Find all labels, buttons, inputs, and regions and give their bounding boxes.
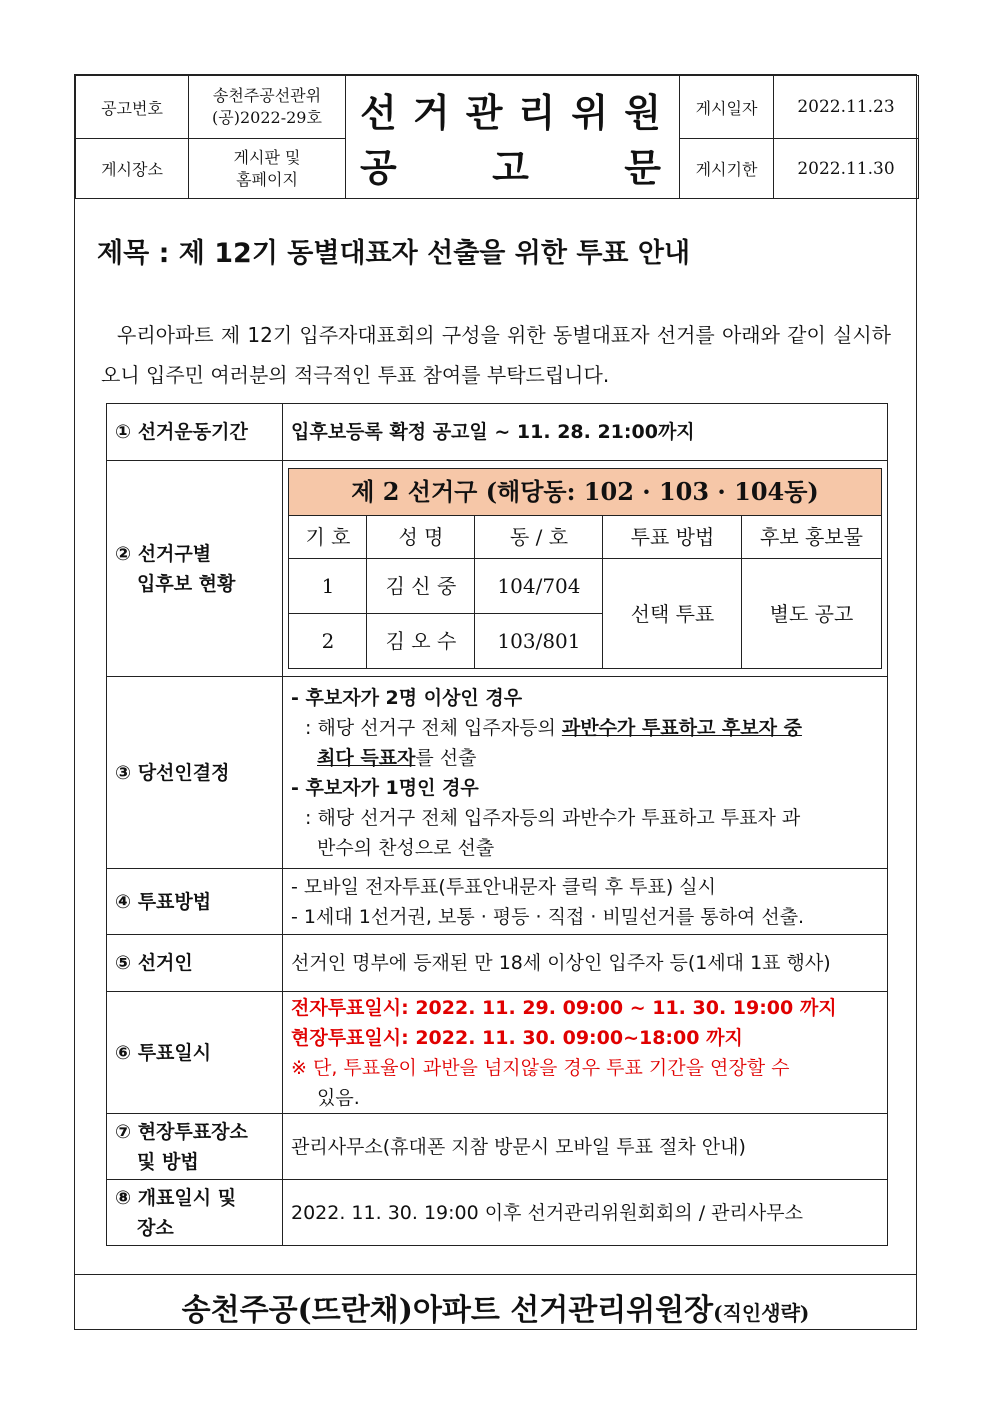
footer-signature: 송천주공(뜨란채)아파트 선거관리위원장(직인생략) <box>181 1293 810 1328</box>
post-place-value: 게시판 및 홈페이지 <box>189 139 346 199</box>
header-name: 성 명 <box>367 516 475 559</box>
winner-decision-label: ③ 당선인결정 <box>107 677 283 869</box>
intro-paragraph: 우리아파트 제 12기 입주자대표회의 구성을 위한 동별대표자 선거를 아래와 같이 실시하오니 입주민 여러분의 적극적인 투표 참여를 부탁드립니다. <box>101 323 891 387</box>
district-caption: 제 2 선거구 (해당동: 102 · 103 · 104동) <box>289 469 881 516</box>
row-vote-dates <box>107 992 888 1114</box>
deadline-label: 게시기한 <box>680 139 774 199</box>
footer <box>75 1274 916 1332</box>
row-candidates <box>107 461 888 677</box>
title-glyph: 선 <box>360 90 401 135</box>
post-date-label: 게시일자 <box>680 76 774 139</box>
header-unit: 동 / 호 <box>475 516 603 559</box>
voters-value: 선거인 명부에 등재된 만 18세 이상인 입주자 등(1세대 1표 행사) <box>283 935 888 992</box>
deadline-value: 2022.11.30 <box>774 139 919 199</box>
row-vote-method <box>107 869 888 935</box>
vote-method-value: - 모바일 전자투표(투표안내문자 클릭 후 투표) 실시 - 1세대 1선거권, 보통 · 평등 · 직접 · 비밀선거를 통하여 선출. <box>283 869 888 935</box>
notice-number-label: 공고번호 <box>76 76 189 139</box>
post-place-label: 게시장소 <box>76 139 189 199</box>
vote-method-label: ④ 투표방법 <box>107 869 283 935</box>
candidate-unit: 104/704 <box>475 559 603 614</box>
title-glyph: 공 <box>360 145 401 190</box>
counting-value: 2022. 11. 30. 19:00 이후 선거관리위원회회의 / 관리사무소 <box>283 1180 888 1246</box>
row-onsite-place <box>107 1114 888 1180</box>
notice-title <box>346 76 680 199</box>
candidate-table <box>288 468 881 669</box>
title-glyph: 문 <box>624 145 665 190</box>
onsite-place-label: ⑦ 현장투표장소 및 방법 <box>107 1114 283 1180</box>
candidate-name: 김 오 수 <box>367 614 475 669</box>
post-date-value: 2022.11.23 <box>774 76 919 139</box>
notice-header <box>75 75 919 199</box>
row-voters <box>107 935 888 992</box>
candidate-number: 1 <box>289 559 367 614</box>
candidates-label: ② 선거구별 입후보 현황 <box>107 461 283 677</box>
voters-label: ⑤ 선거인 <box>107 935 283 992</box>
notice-number-value: 송천주공선관위 (공)2022-29호 <box>189 76 346 139</box>
onsite-place-value: 관리사무소(휴대폰 지참 방문시 모바일 투표 절차 안내) <box>283 1114 888 1180</box>
candidate-name: 김 신 중 <box>367 559 475 614</box>
title-glyph: 관 <box>465 90 507 135</box>
title-glyph: 원 <box>624 90 665 135</box>
vote-dates-label: ⑥ 투표일시 <box>107 992 283 1114</box>
row-campaign-period <box>107 404 888 461</box>
candidate-row <box>289 559 881 614</box>
counting-label: ⑧ 개표일시 및 장소 <box>107 1180 283 1246</box>
election-info-table <box>106 403 888 1246</box>
vote-method: 선택 투표 <box>603 559 742 669</box>
title-glyph: 고 <box>492 145 533 190</box>
campaign-period-label: ① 선거운동기간 <box>107 404 283 461</box>
subject-title: 제목 : 제 12기 동별대표자 선출을 위한 투표 안내 <box>97 238 691 269</box>
winner-decision-value: - 후보자가 2명 이상인 경우 : 해당 선거구 전체 입주자등의 과반수가 투표하고 후보자 중 최다 득표자를 선출 - 후보자가 1명인 경우 : 해당 선거구 전체 입주자등의 과반수가 투표하고 투표자 과 반수의 찬성으로 선출 <box>283 677 888 869</box>
row-winner-decision <box>107 677 888 869</box>
candidate-number: 2 <box>289 614 367 669</box>
header-number: 기 호 <box>289 516 367 559</box>
row-counting <box>107 1180 888 1246</box>
vote-dates-value: 전자투표일시: 2022. 11. 29. 09:00 ~ 11. 30. 19:00 까지 현장투표일시: 2022. 11. 30. 09:00~18:00 까지 ※ 단, 투표율이 과반을 넘지않을 경우 투표 기간을 연장할 수 있음. <box>283 992 888 1114</box>
campaign-period-value: 입후보등록 확정 공고일 ~ 11. 28. 21:00까지 <box>283 404 888 461</box>
title-glyph: 거 <box>412 90 454 135</box>
promo-material: 별도 공고 <box>742 559 881 669</box>
header-promo: 후보 홍보물 <box>742 516 881 559</box>
title-glyph: 위 <box>571 90 613 135</box>
notice-frame <box>74 74 917 1330</box>
title-glyph: 리 <box>518 90 560 135</box>
candidate-unit: 103/801 <box>475 614 603 669</box>
header-method: 투표 방법 <box>603 516 742 559</box>
